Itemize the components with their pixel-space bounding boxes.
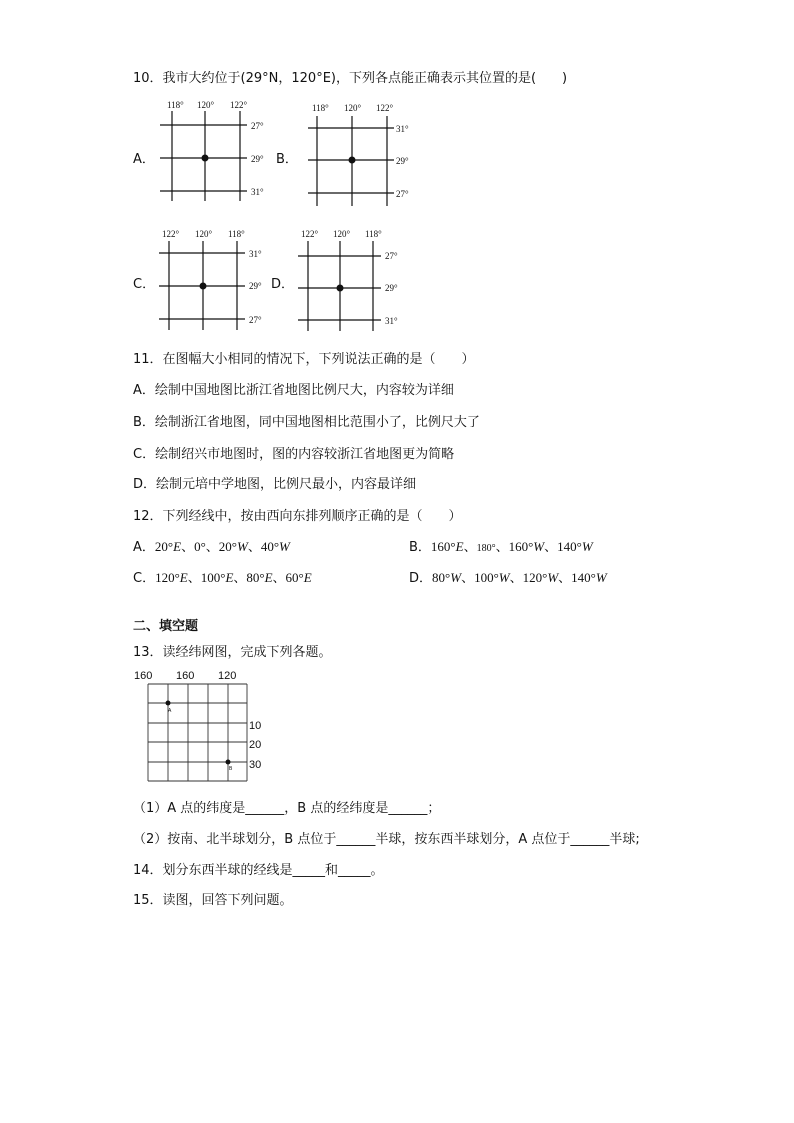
q14-stem: 14．划分东西半球的经线是_____和_____。 xyxy=(133,863,384,878)
location-dot xyxy=(337,285,344,292)
grid-b-side-label: 27° xyxy=(396,189,409,199)
q13-latlong-grid xyxy=(130,666,280,786)
grid-b-top-label: 120° xyxy=(344,103,362,113)
grid-c-top-label: 120° xyxy=(195,229,213,239)
q12-stem: 12．下列经线中，按由西向东排列顺序正确的是（ ） xyxy=(133,509,462,524)
grid-c-side-label: 27° xyxy=(249,315,262,325)
q13-sub2: （2）按南、北半球划分，B 点位于______半球，按东西半球划分，A 点位于______半球; xyxy=(133,832,640,847)
grid-d-side-label: 31° xyxy=(385,316,398,326)
q10-option-c-label: C． xyxy=(133,277,156,292)
grid-b-side-label: 31° xyxy=(396,124,409,134)
grid-b-side-label: 29° xyxy=(396,156,409,166)
grid-side-label: 30 xyxy=(249,759,262,771)
grid-top-label: 160 xyxy=(134,670,153,682)
q12-option-c: C．120°E、100°E、80°E、60°E xyxy=(133,570,312,586)
grid-a-side-label: 31° xyxy=(251,187,264,197)
grid-a-top-label: 118° xyxy=(167,100,184,110)
grid-b-top-label: 122° xyxy=(376,103,394,113)
q10-option-d-grid xyxy=(293,226,418,334)
grid-c-top-label: 122° xyxy=(162,229,180,239)
q10-stem: 10．我市大约位于(29°N，120°E)，下列各点能正确表示其位置的是( ) xyxy=(133,71,568,86)
q10-option-c-grid xyxy=(152,226,272,334)
grid-c-side-label: 31° xyxy=(249,249,262,259)
q10-option-a-label: A． xyxy=(133,152,155,167)
q12-option-b: B．160°E、180°、160°W、140°W xyxy=(409,539,593,555)
grid-c-top-label: 118° xyxy=(228,229,245,239)
grid-b-top-label: 118° xyxy=(312,103,329,113)
q10-option-b-label: B． xyxy=(276,152,298,167)
grid-c-side-label: 29° xyxy=(249,281,262,291)
q10-option-d-label: D． xyxy=(271,277,295,292)
q11-option-d: D．绘制元培中学地图，比例尺最小，内容最详细 xyxy=(133,477,417,492)
grid-top-label: 120 xyxy=(218,670,237,682)
q11-option-b: B．绘制浙江省地图，同中国地图相比范围小了，比例尺大了 xyxy=(133,415,480,430)
q11-option-c: C．绘制绍兴市地图时，图的内容较浙江省地图更为简略 xyxy=(133,447,455,462)
q13-stem: 13．读经纬网图，完成下列各题。 xyxy=(133,645,332,660)
q10-option-b-grid xyxy=(300,100,420,210)
point-b-dot xyxy=(226,760,231,765)
grid-a-top-label: 122° xyxy=(230,100,248,110)
location-dot xyxy=(200,283,207,290)
grid-side-label: 20 xyxy=(249,739,262,751)
q12-option-d: D．80°W、100°W、120°W、140°W xyxy=(409,570,607,586)
grid-top-label: 160 xyxy=(176,670,195,682)
grid-d-top-label: 122° xyxy=(301,229,319,239)
grid-a-top-label: 120° xyxy=(197,100,215,110)
section-title: 二、填空题 xyxy=(133,619,199,634)
location-dot xyxy=(202,155,209,162)
q10-option-a-grid xyxy=(155,97,275,207)
grid-d-side-label: 29° xyxy=(385,283,398,293)
location-dot xyxy=(349,157,356,164)
grid-a-side-label: 27° xyxy=(251,121,264,131)
point-a-dot xyxy=(166,701,171,706)
grid-d-side-label: 27° xyxy=(385,251,398,261)
grid-d-top-label: 120° xyxy=(333,229,351,239)
q11-option-a: A．绘制中国地图比浙江省地图比例尺大，内容较为详细 xyxy=(133,383,454,398)
point-a-label: A xyxy=(168,708,172,714)
grid-a-side-label: 29° xyxy=(251,154,264,164)
point-b-label: B xyxy=(229,766,233,772)
grid-side-label: 10 xyxy=(249,720,262,732)
q12-option-a: A．20°E、0°、20°W、40°W xyxy=(133,539,290,555)
q11-stem: 11．在图幅大小相同的情况下，下列说法正确的是（ ） xyxy=(133,352,475,367)
q13-sub1: （1）A 点的纬度是______，B 点的经纬度是______； xyxy=(133,801,441,816)
q15-stem: 15．读图，回答下列问题。 xyxy=(133,893,293,908)
grid-d-top-label: 118° xyxy=(365,229,382,239)
